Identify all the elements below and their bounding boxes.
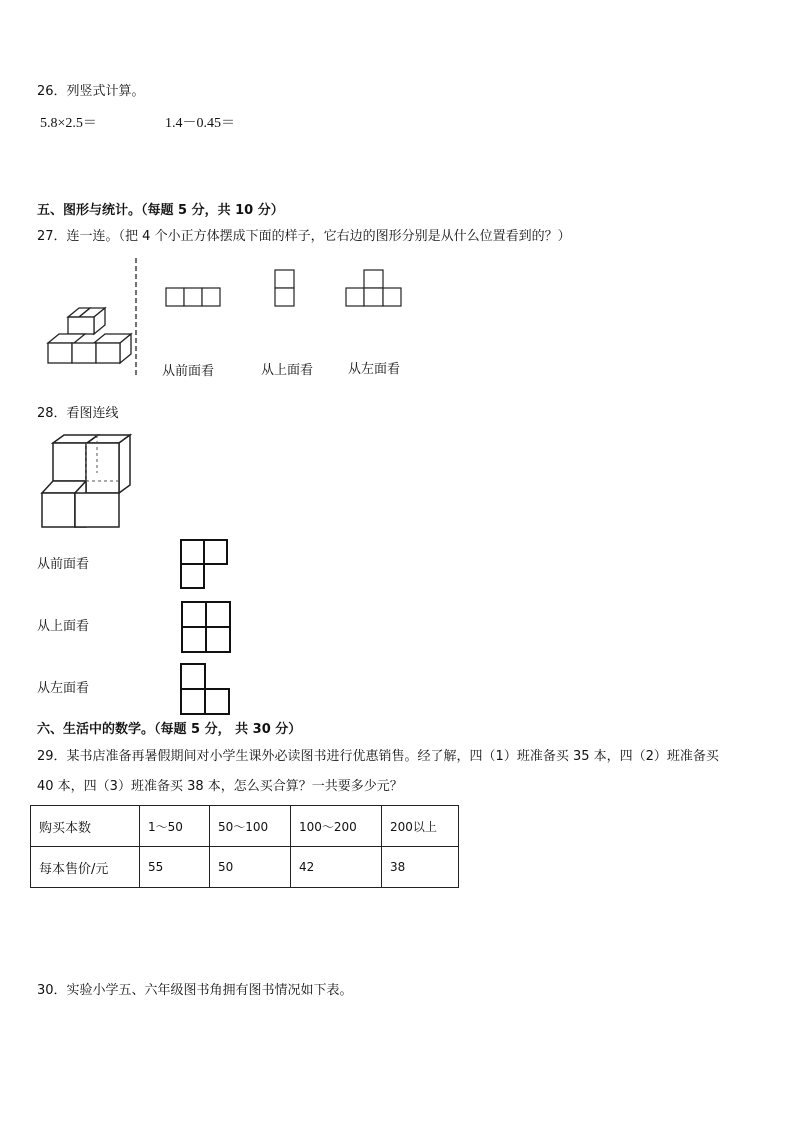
q27-label-left: 从左面看	[348, 362, 401, 377]
q27-view-three-in-row	[165, 287, 221, 307]
table-cell: 42	[291, 847, 382, 888]
table-cell: 200以上	[382, 806, 459, 847]
q27-view-two-stacked	[274, 269, 296, 307]
q30-title: 30．实验小学五、六年级图书角拥有图书情况如下表。	[37, 983, 353, 998]
table-row	[31, 806, 459, 847]
q28-label-left: 从左面看	[37, 681, 90, 696]
table-row	[31, 847, 459, 888]
q28-title: 28．看图连线	[37, 406, 119, 421]
q29-line-2: 40 本，四（3）班准备买 38 本，怎么买合算？一共要多少元？	[37, 779, 403, 794]
section5-heading: 五、图形与统计。（每题 5 分，共 10 分）	[37, 203, 284, 218]
q27-divider-line	[133, 258, 139, 378]
table-cell: 38	[382, 847, 459, 888]
q28-label-front: 从前面看	[37, 557, 90, 572]
table-cell: 100～200	[291, 806, 382, 847]
q28-view-l-shape	[179, 538, 229, 590]
q27-cube-figure	[45, 305, 135, 365]
q28-view-square-grid	[180, 600, 232, 654]
table-cell: 50	[210, 847, 291, 888]
table-cell: 每本售价/元	[31, 847, 140, 888]
table-cell: 1～50	[140, 806, 210, 847]
q26-title: 26．列竖式计算。	[37, 84, 145, 99]
q28-cube-figure	[40, 433, 132, 529]
table-cell: 购买本数	[31, 806, 140, 847]
section6-heading: 六、生活中的数学。（每题 5 分， 共 30 分）	[37, 722, 302, 737]
q29-price-table	[30, 805, 459, 888]
table-cell: 50～100	[210, 806, 291, 847]
table-cell: 55	[140, 847, 210, 888]
q27-view-t-shape	[345, 269, 403, 307]
q27-label-top: 从上面看	[261, 363, 314, 378]
q29-line-1: 29．某书店准备再暑假期间对小学生课外必读图书进行优惠销售。经了解，四（1）班准备买 35 本，四（2）班准备买	[37, 749, 719, 764]
q26-expr-1: 5.8×2.5＝	[40, 116, 97, 131]
q28-label-top: 从上面看	[37, 619, 90, 634]
q28-view-inverted-l	[179, 662, 231, 716]
q27-title: 27．连一连。（把 4 个小正方体摆成下面的样子，它右边的图形分别是从什么位置看到的？）	[37, 229, 571, 244]
q27-label-front: 从前面看	[162, 364, 215, 379]
q26-expr-2: 1.4－0.45＝	[165, 116, 235, 131]
